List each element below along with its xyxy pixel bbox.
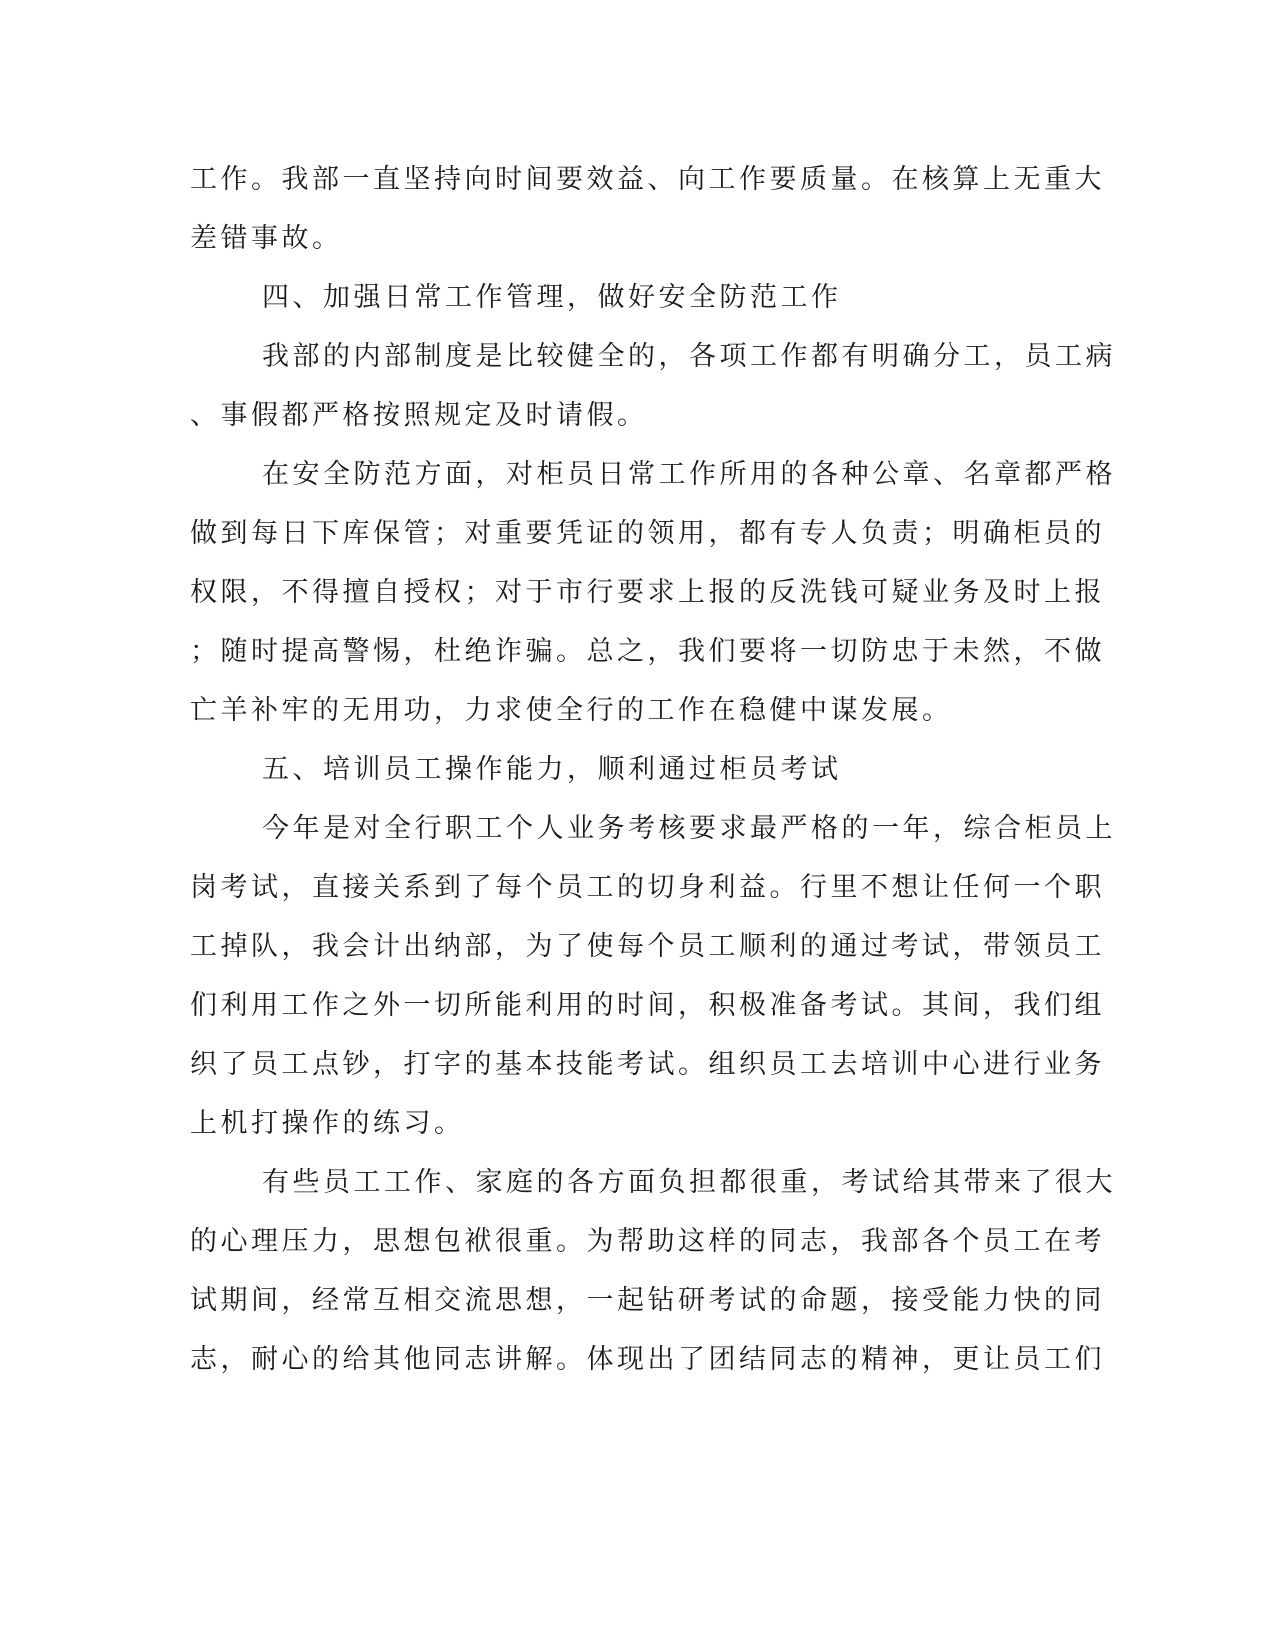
text-line: ；随时提高警惕，杜绝诈骗。总之，我们要将一切防忠于未然，不做 bbox=[190, 636, 1105, 667]
text-line: 试期间，经常互相交流思想，一起钻研考试的命题，接受能力快的同 bbox=[190, 1285, 1105, 1316]
text-line: 工作。我部一直坚持向时间要效益、向工作要质量。在核算上无重大 bbox=[190, 164, 1105, 195]
text-line: 今年是对全行职工个人业务考核要求最严格的一年，综合柜员上 bbox=[262, 813, 1116, 844]
text-line: 有些员工工作、家庭的各方面负担都很重，考试给其带来了很大 bbox=[262, 1167, 1116, 1198]
text-line: 织了员工点钞，打字的基本技能考试。组织员工去培训中心进行业务 bbox=[190, 1049, 1105, 1080]
text-line: 权限，不得擅自授权；对于市行要求上报的反洗钱可疑业务及时上报 bbox=[190, 577, 1105, 608]
text-line: 们利用工作之外一切所能利用的时间，积极准备考试。其间，我们组 bbox=[190, 990, 1105, 1021]
text-line: 差错事故。 bbox=[190, 223, 343, 254]
text-line: 岗考试，直接关系到了每个员工的切身利益。行里不想让任何一个职 bbox=[190, 872, 1105, 903]
text-line: 、事假都严格按照规定及时请假。 bbox=[190, 400, 648, 431]
text-line: 亡羊补牢的无用功，力求使全行的工作在稳健中谋发展。 bbox=[190, 695, 953, 726]
section-heading: 五、培训员工操作能力，顺利通过柜员考试 bbox=[262, 754, 842, 785]
text-line: 的心理压力，思想包袱很重。为帮助这样的同志，我部各个员工在考 bbox=[190, 1226, 1105, 1257]
text-line: 我部的内部制度是比较健全的，各项工作都有明确分工，员工病 bbox=[262, 341, 1116, 372]
section-heading: 四、加强日常工作管理，做好安全防范工作 bbox=[262, 282, 842, 313]
text-line: 上机打操作的练习。 bbox=[190, 1108, 465, 1139]
text-line: 做到每日下库保管；对重要凭证的领用，都有专人负责；明确柜员的 bbox=[190, 518, 1105, 549]
text-line: 志，耐心的给其他同志讲解。体现出了团结同志的精神，更让员工们 bbox=[190, 1344, 1105, 1375]
text-line: 工掉队，我会计出纳部，为了使每个员工顺利的通过考试，带领员工 bbox=[190, 931, 1105, 962]
text-line: 在安全防范方面，对柜员日常工作所用的各种公章、名章都严格 bbox=[262, 459, 1116, 490]
